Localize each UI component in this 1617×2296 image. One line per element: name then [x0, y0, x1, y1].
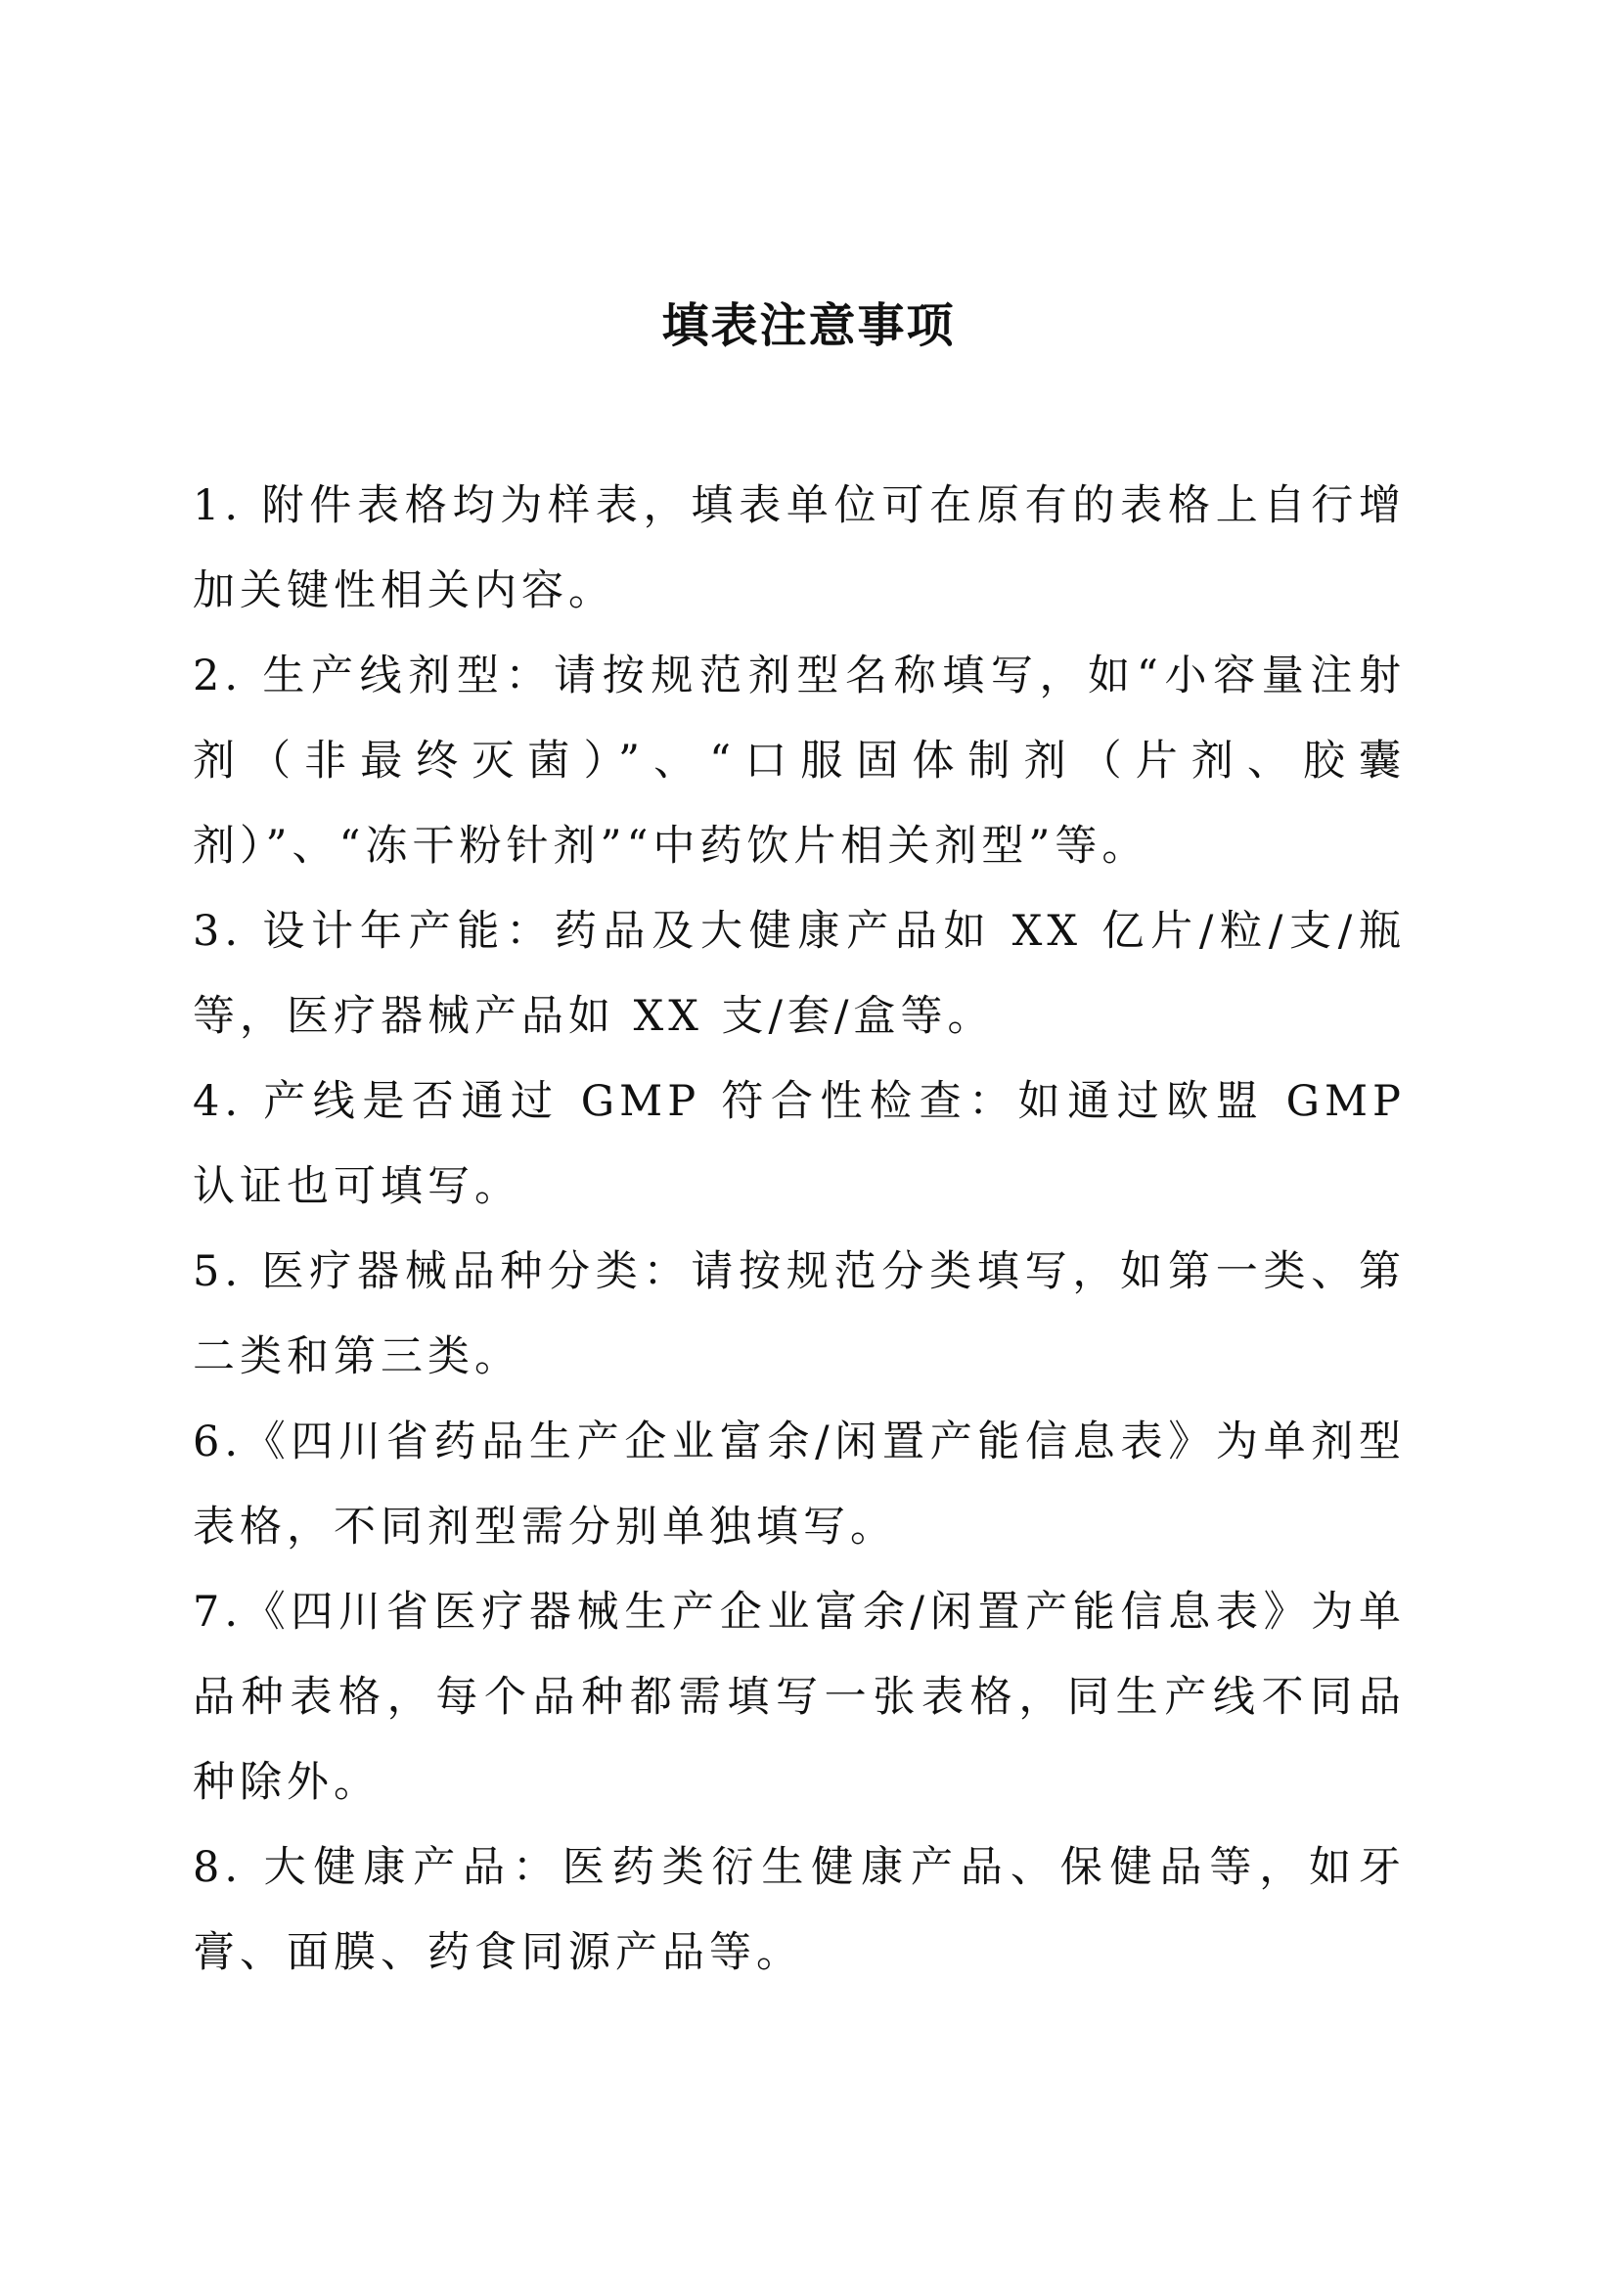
- notes-list: [193, 464, 1406, 1996]
- note-item-5: 5. 医疗器械品种分类：请按规范分类填写，如第一类、第二类和第三类。: [193, 1247, 1406, 1381]
- note-item-7: 7.《四川省医疗器械生产企业富余/闲置产能信息表》为单品种表格，每个品种都需填写一张表格，同生产线不同品种除外。: [193, 1588, 1406, 1807]
- note-item-6: 6.《四川省药品生产企业富余/闲置产能信息表》为单剂型表格，不同剂型需分别单独填写。: [193, 1418, 1406, 1552]
- page-title: 填表注意事项: [661, 298, 956, 353]
- note-item-8: 8. 大健康产品：医药类衍生健康产品、保健品等，如牙膏、面膜、药食同源产品等。: [193, 1843, 1406, 1977]
- note-item-2: 2. 生产线剂型：请按规范剂型名称填写，如“小容量注射剂（非最终灭菌）”、“口服固体制剂（片剂、胶囊剂）”、“冻干粉针剂”“中药饮片相关剂型”等。: [193, 652, 1406, 871]
- note-item-1: 1. 附件表格均为样表，填表单位可在原有的表格上自行增加关键性相关内容。: [193, 481, 1406, 615]
- note-item-3: 3. 设计年产能：药品及大健康产品如 XX 亿片/粒/支/瓶等，医疗器械产品如 XX 支/套/盒等。: [193, 907, 1406, 1041]
- note-item-4: 4. 产线是否通过 GMP 符合性检查：如通过欧盟 GMP 认证也可填写。: [193, 1077, 1406, 1211]
